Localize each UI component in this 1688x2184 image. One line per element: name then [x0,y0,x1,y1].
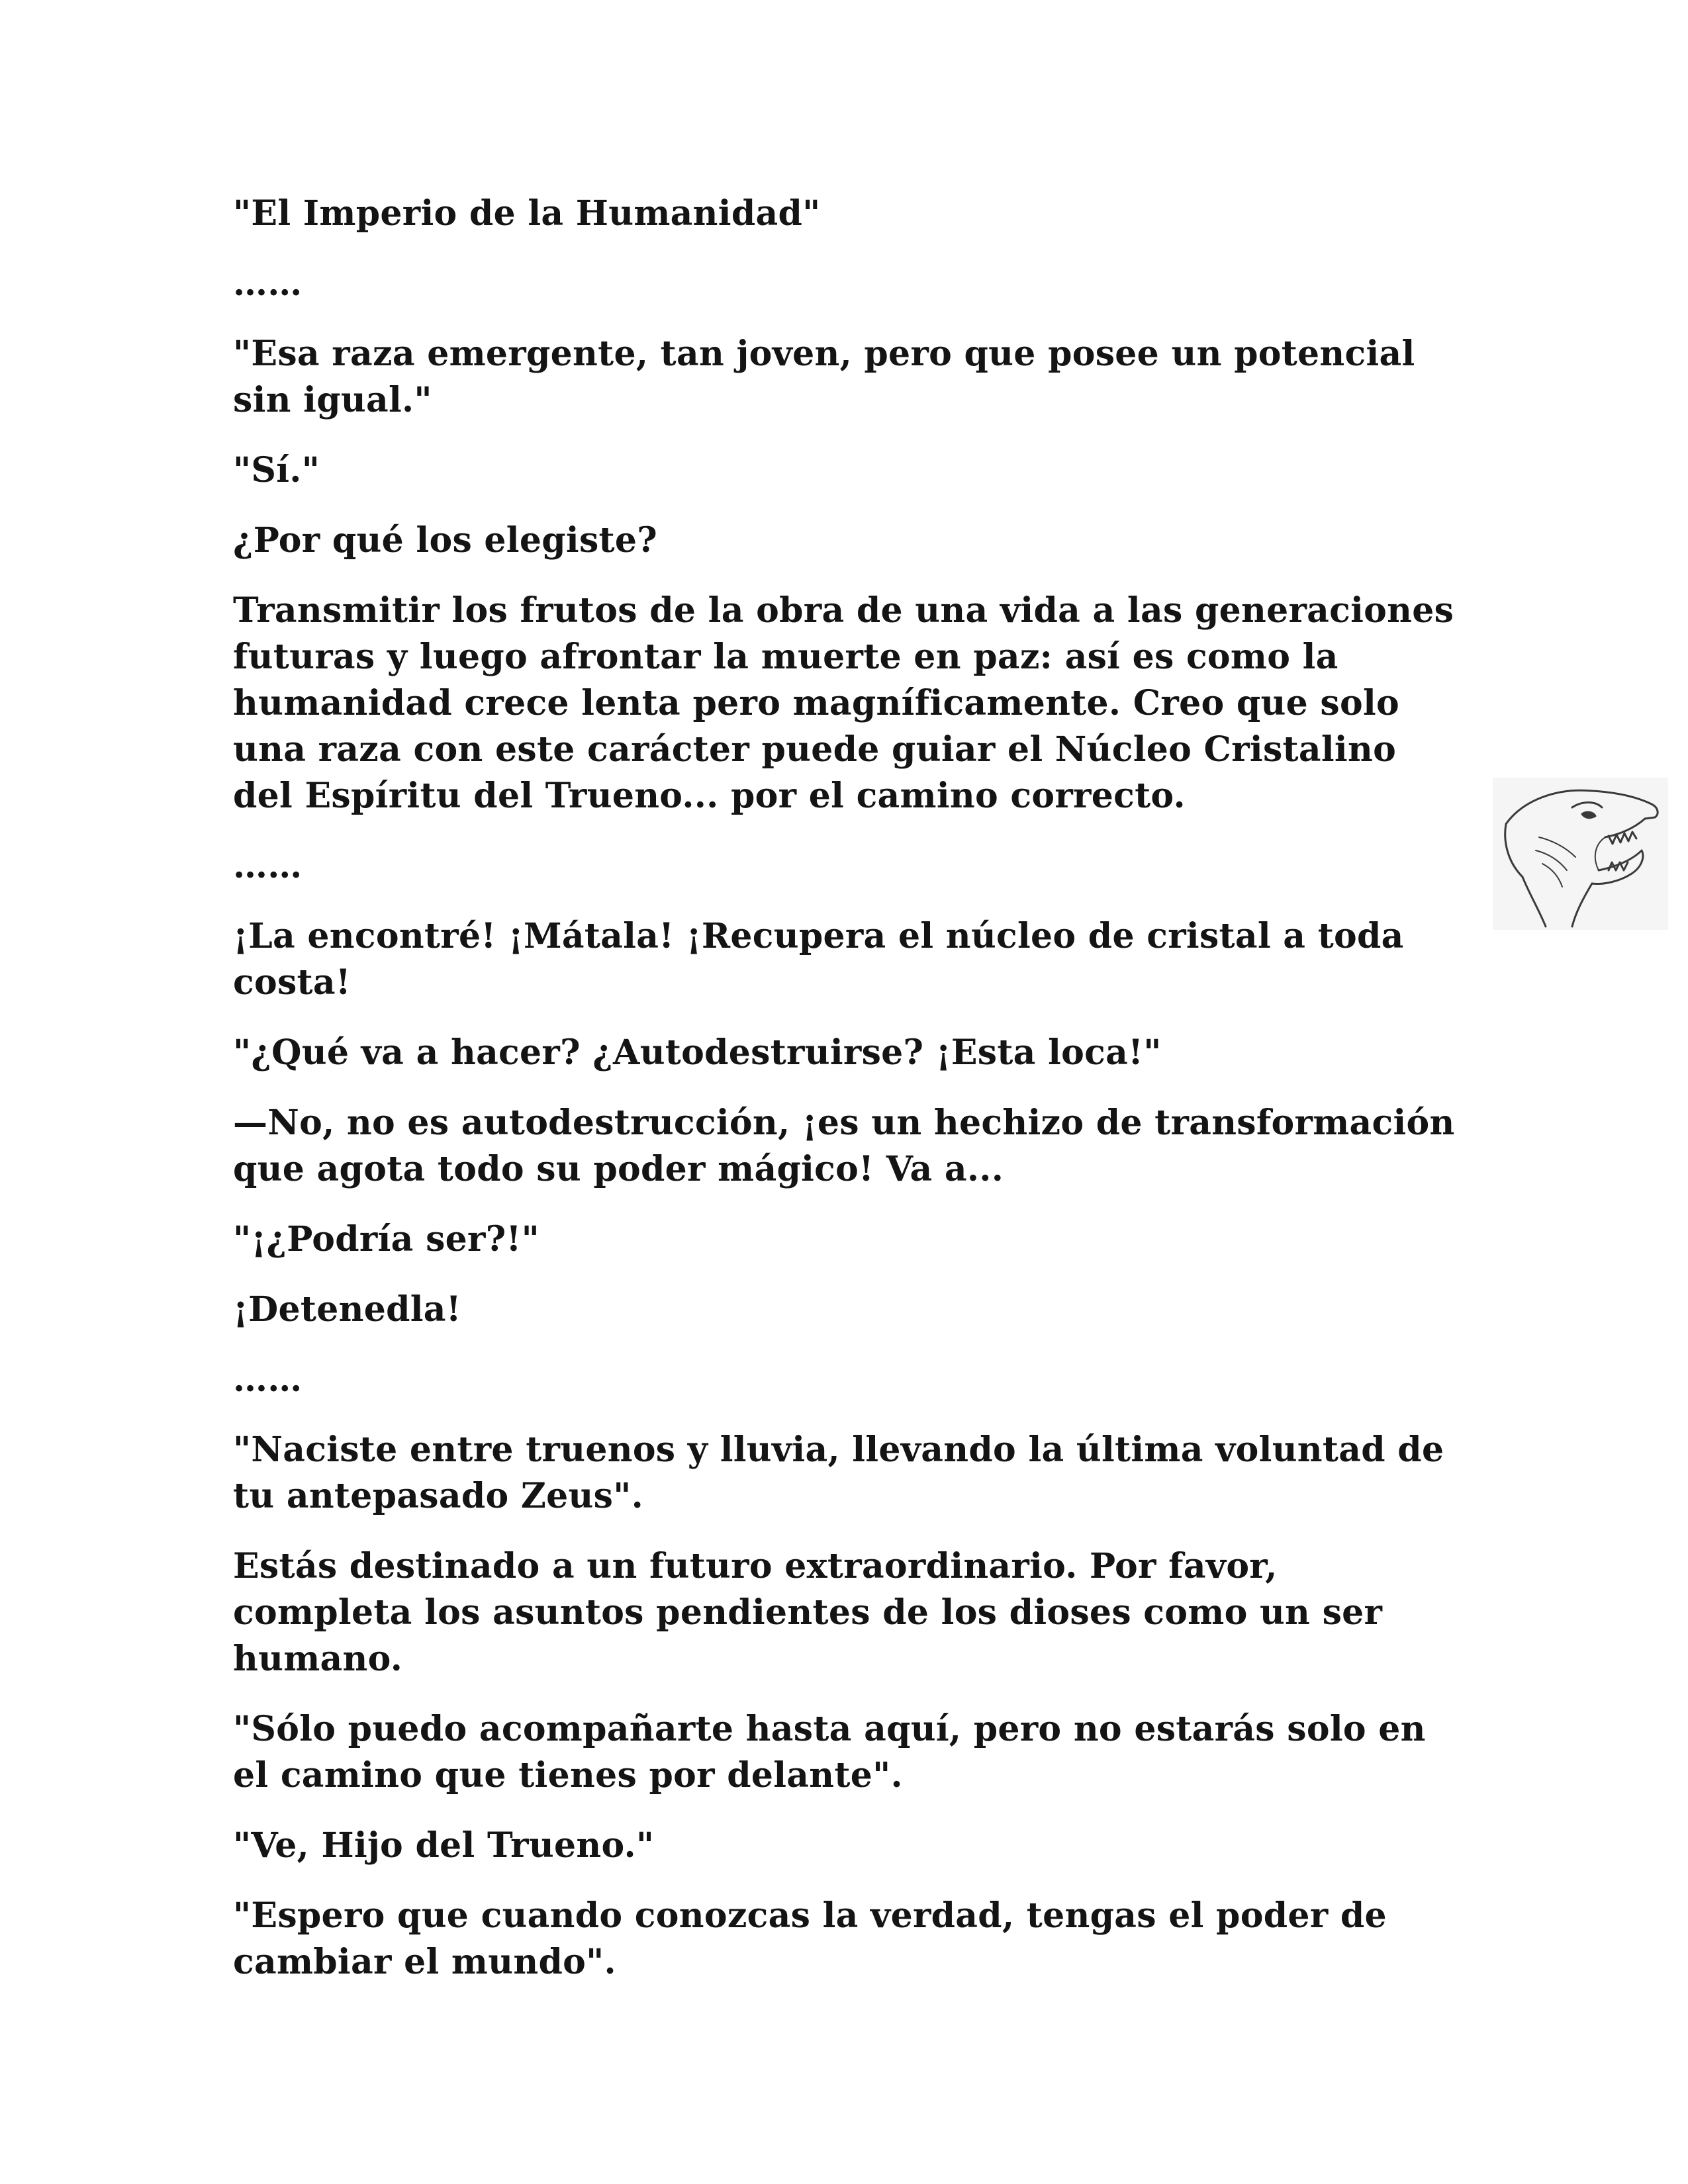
paragraph-ellipsis: …… [233,1359,303,1400]
paragraph: "Sólo puedo acompañarte hasta aquí, pero no estarás solo en el camino que tienes por delante". [233,1709,1426,1796]
paragraph: "Espero que cuando conozcas la verdad, tengas el poder de cambiar el mundo". [233,1895,1387,1982]
paragraph-ellipsis: …… [233,263,303,304]
paragraph: ¡Detenedla! [233,1289,461,1330]
paragraph-ellipsis: …… [233,846,303,886]
paragraph: —No, no es autodestrucción, ¡es un hechizo de transformación que agota todo su poder mágico! Va a... [233,1103,1455,1189]
paragraph: "Sí." [233,450,320,490]
paragraph: Estás destinado a un futuro extraordinario. Por favor, completa los asuntos pendientes de los dioses como un ser humano. [233,1546,1383,1679]
paragraph: "Ve, Hijo del Trueno." [233,1825,655,1866]
paragraph: "¿Qué va a hacer? ¿Autodestruirse? ¡Esta loca!" [233,1032,1162,1073]
paragraph: ¿Por qué los elegiste? [233,520,658,561]
paragraph: "Naciste entre truenos y lluvia, llevando la última voluntad de tu antepasado Zeus". [233,1430,1444,1516]
paragraph: "Esa raza emergente, tan joven, pero que posee un potencial sin igual." [233,334,1415,420]
paragraph: Transmitir los frutos de la obra de una vida a las generaciones futuras y luego afrontar la muerte en paz: así es como la humanidad crece lenta pero magníficamente. Creo que solo una raza con este carácter puede guiar el Núcleo Cristalino del Espíritu del Trueno... por el camino correcto. [233,590,1454,816]
paragraph: "¡¿Podría ser?!" [233,1219,540,1259]
dinosaur-head-icon [1493,778,1668,930]
paragraph-title: "El Imperio de la Humanidad" [233,193,821,234]
paragraph: ¡La encontré! ¡Mátala! ¡Recupera el núcleo de cristal a toda costa! [233,916,1404,1003]
document-body [233,191,1464,2009]
